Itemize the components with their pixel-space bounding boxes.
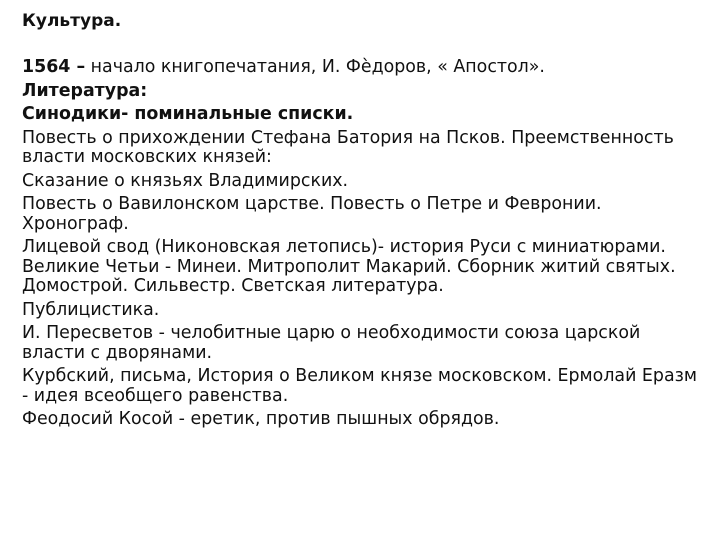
paragraph-feodosy: Феодосий Косой - еретик, против пышных обрядов. xyxy=(22,409,500,429)
paragraph-stefan-batory: Повесть о прихождении Стефана Батория на Псков. Преемственность власти московских князей: xyxy=(22,127,674,167)
slide-title: Культура. xyxy=(22,11,122,31)
paragraph-peresvetov: И. Пересветов - челобитные царю о необходимости союза царской власти с дворянами. xyxy=(22,323,641,363)
paragraph-text: начало книгопечатания, И. Фѐдоров, « Апостол». xyxy=(85,57,545,77)
paragraph-literature-heading: Литература: xyxy=(22,80,148,101)
slide-body xyxy=(22,58,698,430)
paragraph-sinodiki: Синодики- поминальные списки. xyxy=(22,104,354,124)
paragraph-babylon-kingdom: Повесть о Вавилонском царстве. Повесть о Петре и Февронии. Хронограф. xyxy=(22,194,602,234)
paragraph-publicism: Публицистика. xyxy=(22,299,160,320)
paragraph-book-printing xyxy=(22,58,698,78)
paragraph-facial-chronicle: Лицевой свод (Никоновская летопись)- история Руси с миниатюрами. Великие Четьи - Минеи. Митрополит Макарий. Сборник житий святых. Домострой. Сильвестр. Светская литература. xyxy=(22,237,676,296)
paragraph-vladimir-princes: Сказание о князьях Владимирских. xyxy=(22,170,349,191)
paragraph-kurbsky: Курбский, письма, История о Великом князе московском. Ермолай Еразм - идея всеобщего равенства. xyxy=(22,366,697,406)
year-lead: 1564 – xyxy=(22,57,86,77)
